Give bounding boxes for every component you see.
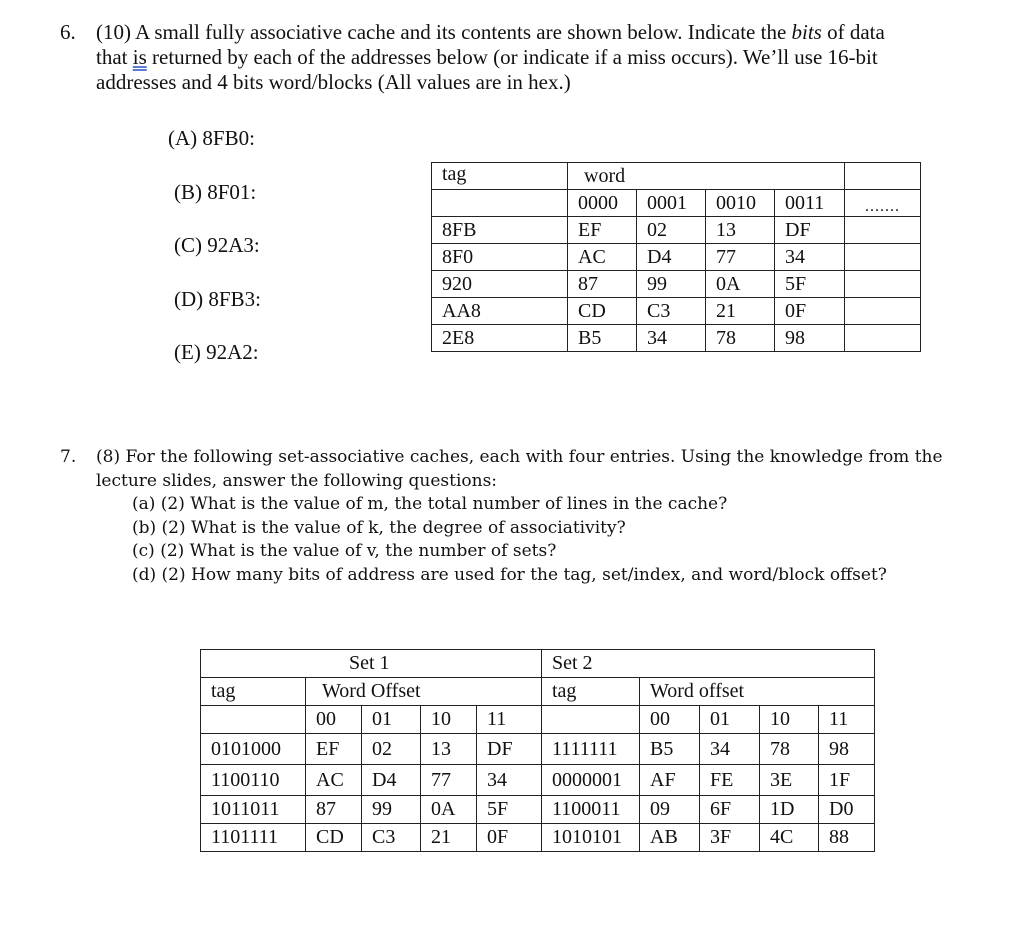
data-cell: B5 [640,734,700,765]
blank-cell [845,217,921,244]
table-row [432,325,921,352]
data-cell: D0 [819,796,875,824]
tag-cell: 1101111 [201,824,306,852]
offset-col: 10 [760,706,819,734]
grammar-underline: is [132,45,147,69]
data-cell: DF [477,734,542,765]
data-cell: 1D [760,796,819,824]
tag-cell: 8FB [432,217,568,244]
text-emphasis: bits [791,20,822,44]
question-number: 6. [60,20,76,44]
tag-cell: 1010101 [542,824,640,852]
blank-cell [845,244,921,271]
tag-cell: 2E8 [432,325,568,352]
tag-cell: 1111111 [542,734,640,765]
set2-header [542,650,875,678]
offset-col: 00 [640,706,700,734]
word-col: 0011 [775,190,845,217]
subquestion-b: (b) (2) What is the value of k, the degree of associativity? [132,517,626,538]
data-cell: DF [775,217,845,244]
data-cell: 6F [700,796,760,824]
tag-cell: 0101000 [201,734,306,765]
tag-header: tag [542,678,640,706]
blank-cell [845,325,921,352]
data-cell: 99 [362,796,421,824]
text-segment: that [96,45,133,69]
data-cell: 13 [421,734,477,765]
data-cell: 99 [637,271,706,298]
question-text [96,446,976,493]
word-col: 0000 [568,190,637,217]
data-cell: 0F [477,824,542,852]
offset-col: 11 [819,706,875,734]
data-cell: AC [306,765,362,796]
data-cell: 1F [819,765,875,796]
text-segment: (10) A small fully associative cache and its contents are shown below. Indicate the [96,20,792,44]
offset-col: 01 [362,706,421,734]
blank-cell [542,706,640,734]
address-b: (B) 8F01: [174,180,257,204]
data-cell: 02 [637,217,706,244]
data-cell: AB [640,824,700,852]
blank-cell [845,271,921,298]
data-cell: 02 [362,734,421,765]
data-cell: 34 [637,325,706,352]
word-col: 0001 [637,190,706,217]
table-row [432,271,921,298]
text-segment: returned by each of the addresses below (or indicate if a miss occurs). We’ll use 16-bit [146,45,878,69]
text-segment: of data [821,20,885,44]
offset-col: 10 [421,706,477,734]
data-cell: CD [568,298,637,325]
data-cell: 09 [640,796,700,824]
data-cell: D4 [362,765,421,796]
tag-cell: 1100110 [201,765,306,796]
data-cell: C3 [637,298,706,325]
data-cell: 3E [760,765,819,796]
data-cell: FE [700,765,760,796]
set1-header [201,650,542,678]
ellipsis: ....... [845,190,921,217]
data-cell: 77 [421,765,477,796]
blank-cell [845,163,921,190]
word-header: word [568,163,845,190]
table-row [201,796,875,824]
word-col: 0010 [706,190,775,217]
data-cell: 3F [700,824,760,852]
blank-cell [201,706,306,734]
data-cell: 88 [819,824,875,852]
blank-cell [845,298,921,325]
question-number: 7. [60,447,77,467]
offset-col: 11 [477,706,542,734]
table-row [432,298,921,325]
table-row [201,765,875,796]
table-row [432,244,921,271]
address-d: (D) 8FB3: [174,287,261,311]
word-offset-header: Word offset [640,678,875,706]
text-line: (8) For the following set-associative caches, each with four entries. Using the knowledge from the [96,447,943,467]
data-cell: AC [568,244,637,271]
set2-label: Set 2 [552,652,593,674]
subquestion-c: (c) (2) What is the value of v, the number of sets? [132,541,557,561]
data-cell: 77 [706,244,775,271]
data-cell: B5 [568,325,637,352]
subquestion-d: (d) (2) How many bits of address are used for the tag, set/index, and word/block offset? [132,564,887,585]
data-cell: 21 [706,298,775,325]
text-segment: addresses and 4 bits word/blocks (All values are in hex.) [96,70,571,94]
address-c: (C) 92A3: [174,233,260,257]
address-e: (E) 92A2: [174,340,259,364]
data-cell: 5F [477,796,542,824]
tag-cell: 1100011 [542,796,640,824]
table-row [201,734,875,765]
tag-cell: 1011011 [201,796,306,824]
data-cell: 0A [421,796,477,824]
tag-header: tag [201,678,306,706]
tag-cell: 0000001 [542,765,640,796]
table-row [201,824,875,852]
data-cell: 21 [421,824,477,852]
data-cell: 78 [706,325,775,352]
data-cell: D4 [637,244,706,271]
data-cell: EF [306,734,362,765]
data-cell: 0F [775,298,845,325]
data-cell: 78 [760,734,819,765]
data-cell: 34 [477,765,542,796]
tag-cell: AA8 [432,298,568,325]
question-text [96,20,956,95]
data-cell: 5F [775,271,845,298]
subquestion-a: (a) (2) What is the value of m, the total number of lines in the cache? [132,494,728,514]
data-cell: 4C [760,824,819,852]
data-cell: 98 [819,734,875,765]
data-cell: C3 [362,824,421,852]
word-offset-header: Word Offset [306,678,542,706]
offset-col: 00 [306,706,362,734]
data-cell: 0A [706,271,775,298]
data-cell: 34 [775,244,845,271]
cache-table [431,162,921,352]
data-cell: 87 [306,796,362,824]
text-line: lecture slides, answer the following questions: [96,470,498,491]
tag-header: tag [432,163,568,190]
data-cell: 98 [775,325,845,352]
offset-col: 01 [700,706,760,734]
blank-cell [432,190,568,217]
data-cell: CD [306,824,362,852]
set1-label: Set 1 [349,652,390,674]
address-a: (A) 8FB0: [168,126,255,150]
tag-cell: 8F0 [432,244,568,271]
data-cell: 34 [700,734,760,765]
set-assoc-table [200,649,875,852]
table-row [432,217,921,244]
data-cell: AF [640,765,700,796]
data-cell: 87 [568,271,637,298]
data-cell: EF [568,217,637,244]
tag-cell: 920 [432,271,568,298]
data-cell: 13 [706,217,775,244]
